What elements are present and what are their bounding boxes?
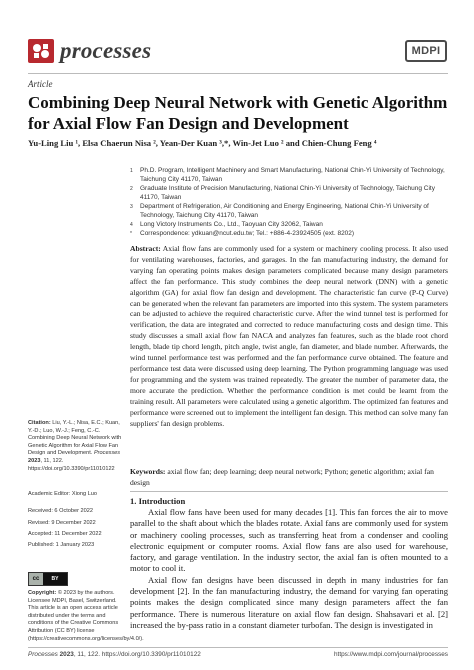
citation-doi[interactable]: , 11, 122. https://doi.org/10.3390/pr11010122 xyxy=(28,457,115,472)
keywords-text: axial flow fan; deep learning; deep neural network; Python; genetic algorithm; axial fan design xyxy=(130,467,434,487)
keywords xyxy=(130,467,448,489)
abstract-divider xyxy=(130,491,448,492)
article-type: Article xyxy=(28,79,53,89)
paper-title: Combining Deep Neural Network with Genetic Algorithm for Axial Flow Fan Design and Development xyxy=(28,93,448,133)
footer-citation: Processes 2023, 11, 122. https://doi.org/10.3390/pr11010122 xyxy=(28,651,201,658)
abstract xyxy=(130,244,448,429)
section-heading: 1. Introduction xyxy=(130,496,186,506)
date-accepted: Accepted: 11 December 2022 xyxy=(28,531,102,537)
citation-block xyxy=(28,420,124,473)
date-revised: Revised: 9 December 2022 xyxy=(28,520,96,526)
cc-by-license-icon: cc BY xyxy=(28,572,68,586)
copyright-label: Copyright: xyxy=(28,590,57,596)
date-received: Received: 6 October 2022 xyxy=(28,508,93,514)
copyright-block xyxy=(28,590,144,643)
citation-journal: Processes xyxy=(93,450,121,457)
keywords-label: Keywords: xyxy=(130,467,166,476)
body-text xyxy=(130,507,448,631)
author-list: Yu-Ling Liu ¹, Elsa Chaerun Nisa ², Yean-Der Kuan ³,*, Win-Jet Luo ² and Chien-Chung Feng ⁴ xyxy=(28,138,377,148)
paragraph: Axial flow fans have been used for many decades [1]. This fan forces the air to move parallel to the shaft about which the blades rotate. Axial fans are commonly used for system or machinery cooling processes, such as transferring heat from a condenser and cooling electronic equipment or computer rooms. Axial flow fans are also used for warehouse, factory, and garage ventilation. In the industry sector, the axial fan is often mounted to a motor to cool it. xyxy=(130,507,448,574)
copyright-text: © 2023 by the authors. Licensee MDPI, Basel, Switzerland. This article is an open access article distributed under the terms and conditions of the Creative Commons Attribution (CC BY) license (https://creativecommons.org/licenses/by/4.0/). xyxy=(28,590,144,642)
academic-editor: Academic Editor: Xiong Luo xyxy=(28,491,98,497)
citation-text: Liu, Y.-L.; Nisa, E.C.; Kuan, Y.-D.; Luo, W.-J.; Feng, C.-C. Combining Deep Neural Network with Genetic Algorithm for Axial Flow Fan Design and Development. xyxy=(28,420,122,457)
date-published: Published: 1 January 2023 xyxy=(28,542,95,548)
paragraph: Axial flow fan designs have been discussed in depth in many industries for fan development [2]. In the fan manufacturing industry, the demand for varying fan operating points makes the design complicated since many design parameters affect the fan performance. There is numerous literature on axial flow fan design. Shahsavari et al. [2] increased the by-pass ratio in a constant diameter turbofan. The design is investigated in xyxy=(130,574,448,630)
journal-url-link[interactable]: https://www.mdpi.com/journal/processes xyxy=(333,651,448,658)
abstract-text: Axial flow fans are commonly used for a system or machinery cooling process. It also used for ventilating warehouses, factories, and garages. In the fan manufacturing industry, the demand for varying fan operating points makes design parameters complicated because many design parameters affect the fan performance. This study combines the deep neural network (DNN) with a genetic algorithm (GA) for axial flow fan design and development. The characteristic fan curve (P-Q Curve) can be generated when the relevant fan parameters are imported into this system. The system parameters can be adjusted to achieve the required characteristic curve. After the wind tunnel test is performed for verification, the data are integrated and corrected to reduce manufacturing costs and design time. This study discusses a small axial flow fan NACA and analyzes fan features, such as the blade root chord length, blade tip chord length, pitch angle, twist angle, fan diameter, and blade number. Afterwards, the wind tunnel performance test was performed and the fan performance curve obtained. The feature and performance test data were discussed using deep learning. The Python programming language was used for programming and the system was trained repeatedly. The greater the number of parameter data, the more accurate the prediction. Whether the performance condition is met could be learnt from the training result. All parameters were calculated using a genetic algorithm. The optimized fan features and performance were screened out to implement the intelligent fan design. This method can solve many fan suppliers' fan design problems. xyxy=(130,244,448,428)
citation-year: 2023 xyxy=(28,457,41,464)
header-divider xyxy=(28,73,448,74)
journal-name: processes xyxy=(60,38,152,63)
citation-label: Citation: xyxy=(28,420,51,426)
footer-doi-link[interactable]: , 11, 122. https://doi.org/10.3390/pr11010122 xyxy=(73,651,201,658)
footer-divider xyxy=(28,647,448,648)
mdpi-logo: MDPI xyxy=(405,40,447,62)
abstract-label: Abstract: xyxy=(130,244,161,253)
journal-logo-icon xyxy=(28,39,54,63)
